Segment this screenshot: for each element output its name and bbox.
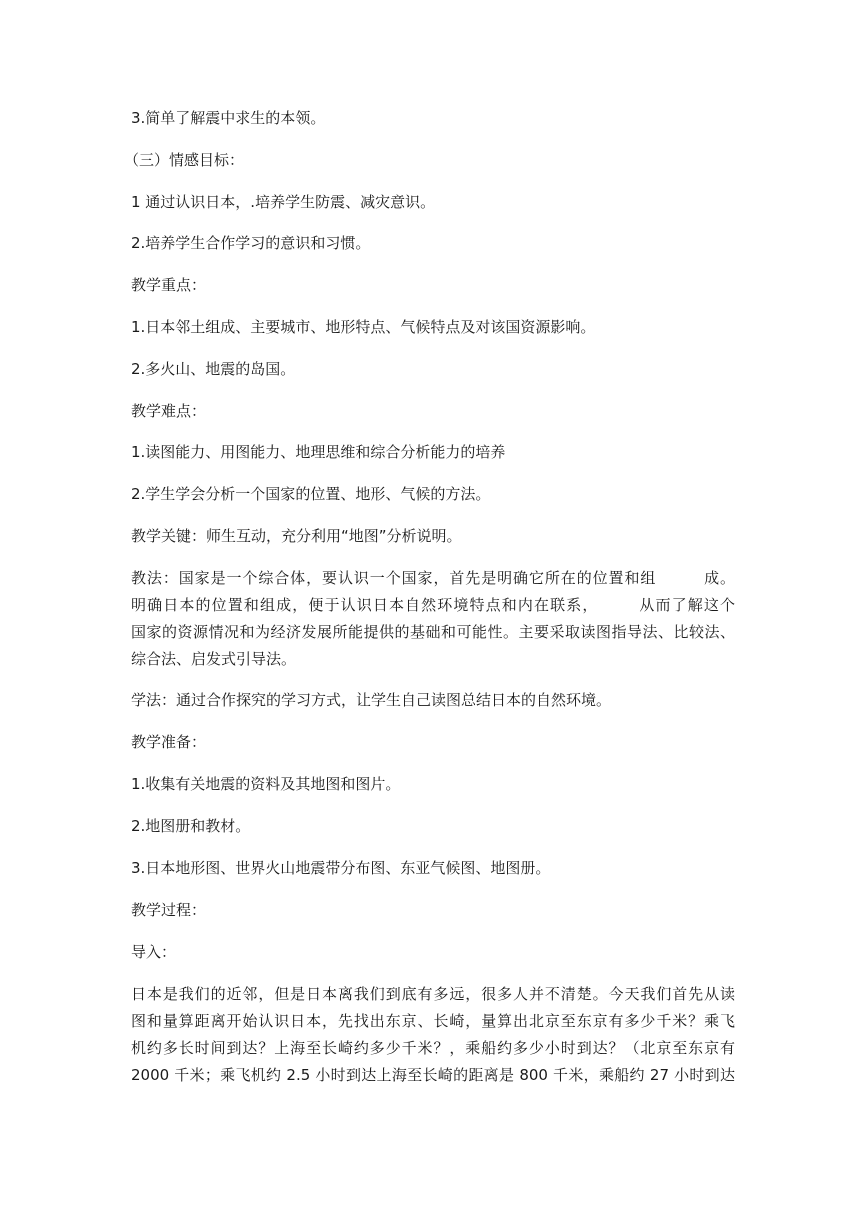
intro-heading: 导入： [131, 943, 177, 961]
difficulty-1: 1.读图能力、用图能力、地理思维和综合分析能力的培养 [131, 443, 506, 461]
key-point-1: 1.日本邻土组成、主要城市、地形特点、气候特点及对该国资源影响。 [131, 318, 596, 336]
intro-line: 图和量算距离开始认识日本，先找出东京、长崎，量算出北京至东京有多少千米？乘飞 [131, 1012, 735, 1030]
teaching-method-line: 明确日本的位置和组成，便于认识日本自然环境特点和内在联系， 从而了解这个 [131, 596, 735, 614]
preparation-1: 1.收集有关地震的资料及其地图和图片。 [131, 775, 401, 793]
intro-line: 机约多长时间到达？上海至长崎约多少千米？，乘船约多少小时到达？（北京至东京有 [131, 1039, 735, 1057]
difficulties-heading: 教学难点： [131, 402, 207, 420]
difficulty-2: 2.学生学会分析一个国家的位置、地形、气候的方法。 [131, 485, 491, 503]
teaching-key: 教学关键：师生互动，充分利用“地图”分析说明。 [131, 527, 462, 545]
preparation-heading: 教学准备： [131, 733, 207, 751]
teaching-method-line: 综合法、启发式引导法。 [131, 650, 297, 668]
emotional-goal-2: 2.培养学生合作学习的意识和习惯。 [131, 234, 371, 252]
intro-paragraph [131, 984, 735, 1092]
emotional-goal-1: 1 通过认识日本，.培养学生防震、减灾意识。 [131, 193, 436, 211]
teaching-method-line: 国家的资源情况和为经济发展所能提供的基础和可能性。主要采取读图指导法、比较法、 [131, 623, 735, 641]
emotional-goals-heading: （三）情感目标： [124, 151, 245, 169]
learning-method: 学法：通过合作探究的学习方式，让学生自己读图总结日本的自然环境。 [131, 691, 612, 709]
preparation-3: 3.日本地形图、世界火山地震带分布图、东亚气候图、地图册。 [131, 859, 551, 877]
preparation-2: 2.地图册和教材。 [131, 817, 251, 835]
key-point-2: 2.多火山、地震的岛国。 [131, 360, 296, 378]
teaching-method-line: 教法：国家是一个综合体，要认识一个国家，首先是明确它所在的位置和组 成。 [131, 569, 735, 587]
objective-line-3: 3.简单了解震中求生的本领。 [131, 109, 326, 127]
process-heading: 教学过程： [131, 901, 207, 919]
intro-line: 日本是我们的近邻，但是日本离我们到底有多远，很多人并不清楚。今天我们首先从读 [131, 985, 735, 1003]
teaching-method-paragraph [131, 568, 735, 676]
intro-line: 2000 千米；乘飞机约 2.5 小时到达上海至长崎的距离是 800 千米，乘船约 27 小时到达 [131, 1066, 735, 1084]
key-points-heading: 教学重点： [131, 276, 207, 294]
